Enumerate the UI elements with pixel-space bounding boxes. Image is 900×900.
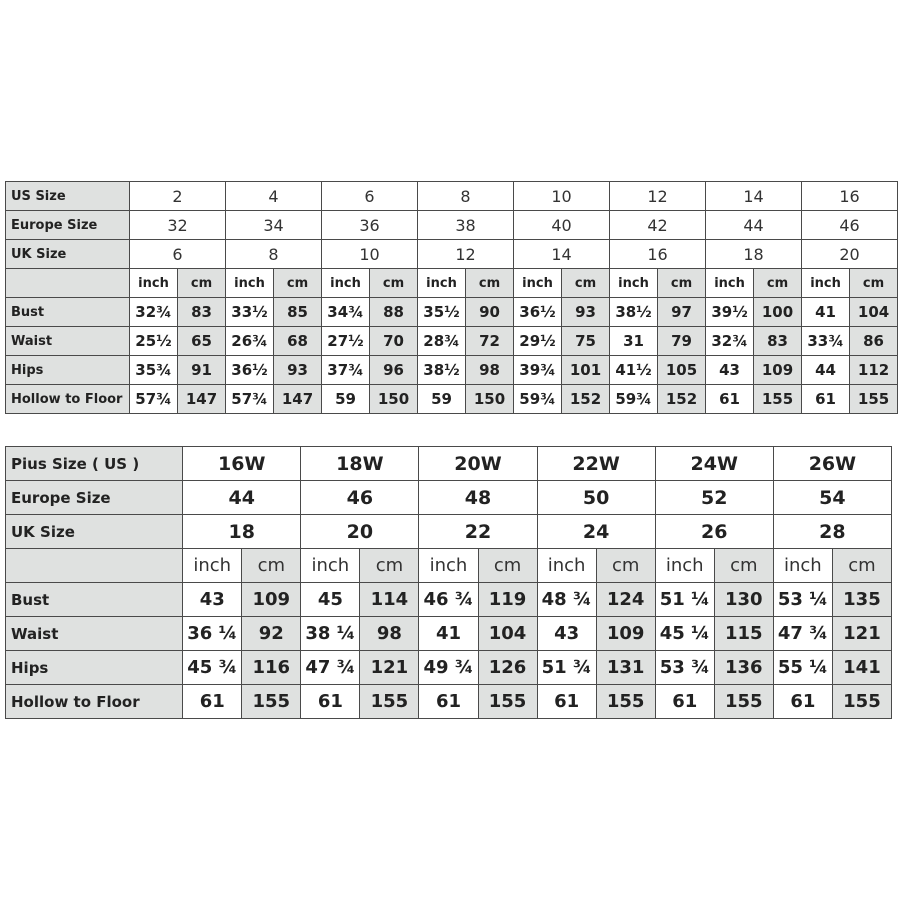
inch-value: 28¾ — [418, 327, 466, 356]
row-label: Bust — [6, 298, 130, 327]
inch-value: 61 — [655, 685, 714, 719]
size-value: 28 — [773, 515, 891, 549]
size-row — [6, 211, 898, 240]
cm-value: 109 — [596, 617, 655, 651]
size-value: 42 — [610, 211, 706, 240]
size-value: 16 — [802, 182, 898, 211]
size-row — [6, 182, 898, 211]
size-value: 12 — [418, 240, 514, 269]
size-value: 10 — [514, 182, 610, 211]
cm-value: 112 — [850, 356, 898, 385]
inch-value: 59 — [418, 385, 466, 414]
size-value: 2 — [130, 182, 226, 211]
size-value: 32 — [130, 211, 226, 240]
row-label: Hollow to Floor — [6, 685, 183, 719]
inch-value: 37¾ — [322, 356, 370, 385]
cm-value: 86 — [850, 327, 898, 356]
cm-value: 121 — [832, 617, 891, 651]
unit-cm-header: cm — [832, 549, 891, 583]
cm-value: 72 — [466, 327, 514, 356]
unit-inch-header: inch — [418, 269, 466, 298]
row-label: Pius Size ( US ) — [6, 447, 183, 481]
unit-row — [6, 549, 892, 583]
cm-value: 141 — [832, 651, 891, 685]
cm-value: 90 — [466, 298, 514, 327]
cm-value: 105 — [658, 356, 706, 385]
inch-value: 36½ — [514, 298, 562, 327]
cm-value: 155 — [832, 685, 891, 719]
inch-value: 29½ — [514, 327, 562, 356]
cm-value: 104 — [478, 617, 537, 651]
cm-value: 155 — [242, 685, 301, 719]
cm-value: 100 — [754, 298, 802, 327]
cm-value: 68 — [274, 327, 322, 356]
inch-value: 45 — [301, 583, 360, 617]
row-label: Hollow to Floor — [6, 385, 130, 414]
unit-cm-header: cm — [274, 269, 322, 298]
unit-cm-header: cm — [596, 549, 655, 583]
inch-value: 39¾ — [514, 356, 562, 385]
inch-value: 38½ — [610, 298, 658, 327]
cm-value: 155 — [478, 685, 537, 719]
inch-value: 49 ¾ — [419, 651, 478, 685]
unit-inch-header: inch — [610, 269, 658, 298]
cm-value: 147 — [274, 385, 322, 414]
cm-value: 91 — [178, 356, 226, 385]
size-value: 22W — [537, 447, 655, 481]
unit-row — [6, 269, 898, 298]
size-value: 10 — [322, 240, 418, 269]
unit-cm-header: cm — [370, 269, 418, 298]
inch-value: 35¾ — [130, 356, 178, 385]
size-value: 44 — [183, 481, 301, 515]
inch-value: 25½ — [130, 327, 178, 356]
size-value: 24W — [655, 447, 773, 481]
unit-cm-header: cm — [360, 549, 419, 583]
row-label: UK Size — [6, 515, 183, 549]
cm-value: 150 — [466, 385, 514, 414]
inch-value: 53 ¾ — [655, 651, 714, 685]
measurement-row — [6, 617, 892, 651]
cm-value: 126 — [478, 651, 537, 685]
inch-value: 36 ¼ — [183, 617, 242, 651]
inch-value: 43 — [706, 356, 754, 385]
size-value: 22 — [419, 515, 537, 549]
cm-value: 130 — [714, 583, 773, 617]
size-value: 34 — [226, 211, 322, 240]
row-label: Bust — [6, 583, 183, 617]
size-value: 18 — [183, 515, 301, 549]
unit-cm-header: cm — [714, 549, 773, 583]
size-value: 52 — [655, 481, 773, 515]
cm-value: 147 — [178, 385, 226, 414]
unit-inch-header: inch — [514, 269, 562, 298]
size-value: 20W — [419, 447, 537, 481]
cm-value: 85 — [274, 298, 322, 327]
cm-value: 101 — [562, 356, 610, 385]
cm-value: 92 — [242, 617, 301, 651]
size-value: 12 — [610, 182, 706, 211]
cm-value: 114 — [360, 583, 419, 617]
size-value: 26W — [773, 447, 891, 481]
measurement-row — [6, 583, 892, 617]
measurement-row — [6, 651, 892, 685]
unit-row-blank — [6, 549, 183, 583]
unit-cm-header: cm — [850, 269, 898, 298]
unit-inch-header: inch — [322, 269, 370, 298]
inch-value: 48 ¾ — [537, 583, 596, 617]
row-label: Hips — [6, 651, 183, 685]
inch-value: 45 ¾ — [183, 651, 242, 685]
inch-value: 41 — [802, 298, 850, 327]
inch-value: 27½ — [322, 327, 370, 356]
inch-value: 45 ¼ — [655, 617, 714, 651]
cm-value: 88 — [370, 298, 418, 327]
inch-value: 36½ — [226, 356, 274, 385]
inch-value: 61 — [706, 385, 754, 414]
inch-value: 46 ¾ — [419, 583, 478, 617]
size-value: 38 — [418, 211, 514, 240]
unit-cm-header: cm — [658, 269, 706, 298]
measurement-row — [6, 385, 898, 414]
inch-value: 61 — [419, 685, 478, 719]
row-label: US Size — [6, 182, 130, 211]
inch-value: 38 ¼ — [301, 617, 360, 651]
unit-cm-header: cm — [754, 269, 802, 298]
size-value: 20 — [301, 515, 419, 549]
cm-value: 119 — [478, 583, 537, 617]
unit-cm-header: cm — [466, 269, 514, 298]
size-value: 46 — [301, 481, 419, 515]
cm-value: 70 — [370, 327, 418, 356]
inch-value: 61 — [183, 685, 242, 719]
cm-value: 65 — [178, 327, 226, 356]
size-value: 50 — [537, 481, 655, 515]
inch-value: 53 ¼ — [773, 583, 832, 617]
inch-value: 26¾ — [226, 327, 274, 356]
inch-value: 41 — [419, 617, 478, 651]
inch-value: 47 ¾ — [773, 617, 832, 651]
unit-cm-header: cm — [242, 549, 301, 583]
measurement-row — [6, 685, 892, 719]
unit-inch-header: inch — [655, 549, 714, 583]
cm-value: 155 — [714, 685, 773, 719]
unit-inch-header: inch — [226, 269, 274, 298]
inch-value: 32¾ — [130, 298, 178, 327]
cm-value: 152 — [658, 385, 706, 414]
unit-inch-header: inch — [537, 549, 596, 583]
inch-value: 38½ — [418, 356, 466, 385]
inch-value: 61 — [773, 685, 832, 719]
cm-value: 121 — [360, 651, 419, 685]
cm-value: 155 — [360, 685, 419, 719]
unit-inch-header: inch — [130, 269, 178, 298]
cm-value: 150 — [370, 385, 418, 414]
size-value: 36 — [322, 211, 418, 240]
cm-value: 93 — [562, 298, 610, 327]
measurement-row — [6, 327, 898, 356]
unit-cm-header: cm — [178, 269, 226, 298]
size-value: 14 — [706, 182, 802, 211]
row-label: Hips — [6, 356, 130, 385]
cm-value: 155 — [754, 385, 802, 414]
unit-inch-header: inch — [802, 269, 850, 298]
cm-value: 93 — [274, 356, 322, 385]
inch-value: 57¾ — [226, 385, 274, 414]
inch-value: 43 — [183, 583, 242, 617]
plus-size-chart — [5, 446, 892, 719]
cm-value: 152 — [562, 385, 610, 414]
size-value: 16 — [610, 240, 706, 269]
size-value: 18W — [301, 447, 419, 481]
cm-value: 79 — [658, 327, 706, 356]
cm-value: 124 — [596, 583, 655, 617]
unit-inch-header: inch — [183, 549, 242, 583]
unit-row-blank — [6, 269, 130, 298]
size-value: 44 — [706, 211, 802, 240]
inch-value: 43 — [537, 617, 596, 651]
row-label: Waist — [6, 327, 130, 356]
cm-value: 135 — [832, 583, 891, 617]
cm-value: 83 — [178, 298, 226, 327]
cm-value: 98 — [466, 356, 514, 385]
size-row — [6, 515, 892, 549]
size-value: 54 — [773, 481, 891, 515]
inch-value: 41½ — [610, 356, 658, 385]
size-value: 8 — [418, 182, 514, 211]
inch-value: 34¾ — [322, 298, 370, 327]
cm-value: 104 — [850, 298, 898, 327]
size-row — [6, 240, 898, 269]
inch-value: 51 ¾ — [537, 651, 596, 685]
measurement-row — [6, 298, 898, 327]
cm-value: 155 — [850, 385, 898, 414]
size-value: 24 — [537, 515, 655, 549]
unit-inch-header: inch — [419, 549, 478, 583]
measurement-row — [6, 356, 898, 385]
size-value: 40 — [514, 211, 610, 240]
size-value: 8 — [226, 240, 322, 269]
row-label: Europe Size — [6, 211, 130, 240]
unit-inch-header: inch — [706, 269, 754, 298]
inch-value: 35½ — [418, 298, 466, 327]
inch-value: 61 — [301, 685, 360, 719]
size-row — [6, 481, 892, 515]
cm-value: 109 — [242, 583, 301, 617]
row-label: UK Size — [6, 240, 130, 269]
unit-cm-header: cm — [478, 549, 537, 583]
cm-value: 75 — [562, 327, 610, 356]
inch-value: 61 — [802, 385, 850, 414]
cm-value: 83 — [754, 327, 802, 356]
size-row — [6, 447, 892, 481]
cm-value: 136 — [714, 651, 773, 685]
inch-value: 33¾ — [802, 327, 850, 356]
row-label: Europe Size — [6, 481, 183, 515]
row-label: Waist — [6, 617, 183, 651]
inch-value: 57¾ — [130, 385, 178, 414]
inch-value: 61 — [537, 685, 596, 719]
inch-value: 55 ¼ — [773, 651, 832, 685]
size-value: 18 — [706, 240, 802, 269]
cm-value: 96 — [370, 356, 418, 385]
inch-value: 32¾ — [706, 327, 754, 356]
cm-value: 97 — [658, 298, 706, 327]
size-value: 6 — [322, 182, 418, 211]
standard-size-chart — [5, 181, 898, 414]
size-value: 4 — [226, 182, 322, 211]
inch-value: 39½ — [706, 298, 754, 327]
inch-value: 31 — [610, 327, 658, 356]
unit-cm-header: cm — [562, 269, 610, 298]
size-value: 20 — [802, 240, 898, 269]
size-value: 16W — [183, 447, 301, 481]
cm-value: 109 — [754, 356, 802, 385]
size-value: 14 — [514, 240, 610, 269]
size-value: 46 — [802, 211, 898, 240]
inch-value: 59 — [322, 385, 370, 414]
size-value: 48 — [419, 481, 537, 515]
unit-inch-header: inch — [301, 549, 360, 583]
inch-value: 59¾ — [514, 385, 562, 414]
cm-value: 98 — [360, 617, 419, 651]
inch-value: 44 — [802, 356, 850, 385]
inch-value: 33½ — [226, 298, 274, 327]
cm-value: 131 — [596, 651, 655, 685]
size-value: 26 — [655, 515, 773, 549]
inch-value: 47 ¾ — [301, 651, 360, 685]
cm-value: 155 — [596, 685, 655, 719]
size-value: 6 — [130, 240, 226, 269]
inch-value: 51 ¼ — [655, 583, 714, 617]
cm-value: 115 — [714, 617, 773, 651]
unit-inch-header: inch — [773, 549, 832, 583]
inch-value: 59¾ — [610, 385, 658, 414]
cm-value: 116 — [242, 651, 301, 685]
